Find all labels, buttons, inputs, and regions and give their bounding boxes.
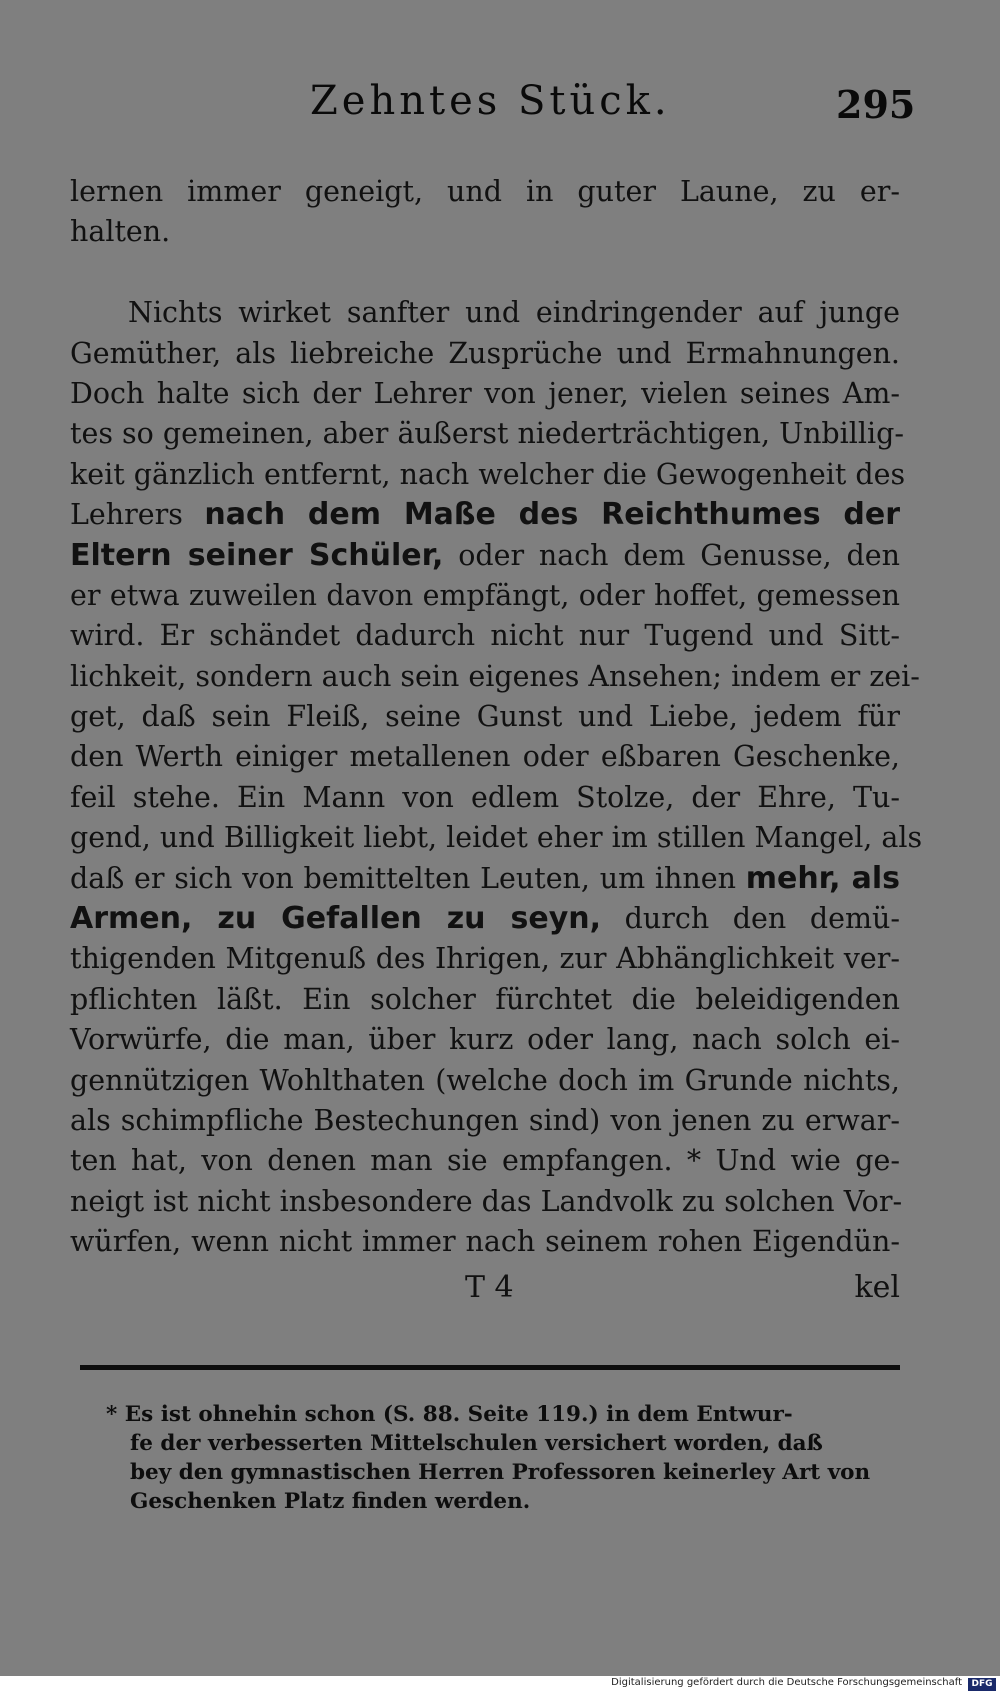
text-segment: neigt ist nicht insbesondere das Landvolk zu solchen Vor- [70,1184,903,1218]
text-line [70,778,900,818]
text-segment: wird. Er schändet dadurch nicht nur Tugend und Sitt- [70,619,900,653]
text-line [70,334,900,374]
text-line [70,657,920,697]
emphasized-text: Armen, zu Gefallen zu seyn, [70,901,602,937]
text-line [70,899,900,939]
text-line [70,1061,900,1101]
text-segment: tes so gemeinen, aber äußerst niederträchtigen, Unbillig- [70,417,905,451]
text-line [70,172,900,212]
text-segment: lichkeit, sondern auch sein eigenes Ansehen; indem er zei- [70,659,920,693]
text-segment: als schimpfliche Bestechungen sind) von jenen zu erwar- [70,1103,900,1137]
footnote-rule [80,1365,900,1370]
text-segment: ten hat, von denen man sie empfangen. * Und wie ge- [70,1144,900,1178]
text-segment: feil stehe. Ein Mann von edlem Stolze, der Ehre, Tu- [70,780,900,814]
page-header [0,78,1000,138]
text-segment: pflichten läßt. Ein solcher fürchtet die beleidigenden [70,982,900,1016]
emphasized-text: Eltern seiner Schüler, [70,537,444,573]
text-line [70,253,900,293]
text-segment: er etwa zuweilen davon empfängt, oder hoffet, gemessen [70,578,900,612]
text-segment: gennützigen Wohlthaten (welche doch im Grunde nichts, [70,1063,900,1097]
text-line [70,536,900,576]
text-segment: würfen, wenn nicht immer nach seinem rohen Eigendün- [70,1225,900,1259]
text-segment: Lehrers [70,498,205,532]
text-segment: Vorwürfe, die man, über kurz oder lang, nach solch ei- [70,1023,900,1057]
text-segment: daß er sich von bemittelten Leuten, um ihnen [70,861,746,895]
page-footer [70,1270,900,1316]
signature-mark: T 4 [465,1270,514,1305]
body-text [70,172,923,1263]
emphasized-text: mehr, als [745,860,901,896]
text-line [70,1222,900,1262]
text-segment: keit gänzlich entfernt, nach welcher die Gewogenheit des [70,457,906,491]
text-segment: gend, und Billigkeit liebt, leidet eher im stillen Mangel, als [70,821,923,855]
catchword: kel [854,1270,900,1305]
text-line [70,374,900,414]
text-line [70,293,900,333]
emphasized-text: nach dem Maße des Reichthumes der [204,497,901,533]
text-segment: Gemüther, als liebreiche Zusprüche und Ermahnungen. [70,336,900,370]
text-segment: get, daß sein Fleiß, seine Gunst und Liebe, jedem für [70,700,900,734]
text-segment: durch den demü- [601,902,900,936]
footnote-line: Geschenken Platz finden werden. [130,1489,531,1514]
text-line [70,1020,900,1060]
dfg-logo-icon: DFG [968,1678,996,1691]
text-segment: lernen immer geneigt, und in guter Laune, zu er- [70,175,900,208]
text-line [70,818,923,858]
text-segment: oder nach dem Genusse, den [443,538,900,572]
text-segment: Doch halte sich der Lehrer von jener, vielen seines Am- [70,376,900,410]
text-line [70,495,900,535]
text-line [70,212,900,252]
text-line [70,859,900,899]
text-segment: halten. [70,215,171,249]
text-segment: den Werth einiger metallenen oder eßbaren Geschenke, [70,740,900,774]
page-number: 295 [836,82,916,127]
text-line [70,1101,900,1141]
text-line [70,1182,903,1222]
text-line [70,697,900,737]
text-line [70,455,906,495]
text-line [70,737,900,777]
footnote-line: fe der verbesserten Mittelschulen versichert worden, daß [130,1431,823,1456]
text-line [70,939,900,979]
credit-bar [0,1676,1000,1694]
footnote [106,1400,900,1516]
text-line [70,1141,900,1181]
digitization-credit: Digitalisierung gefördert durch die Deutsche Forschungsgemeinschaft [611,1677,962,1688]
text-line [70,980,900,1020]
footnote-line: bey den gymnastischen Herren Professoren keinerley Art von [130,1460,871,1485]
footnote-line: * Es ist ohnehin schon (S. 88. Seite 119.) in dem Entwur- [106,1402,793,1427]
text-line [70,576,900,616]
text-segment: Nichts wirket sanfter und eindringender auf junge [128,296,900,330]
text-segment: thigenden Mitgenuß des Ihrigen, zur Abhänglichkeit ver- [70,942,900,976]
text-line [70,414,905,454]
running-title: Zehntes Stück. [310,78,671,124]
text-line [70,616,900,656]
